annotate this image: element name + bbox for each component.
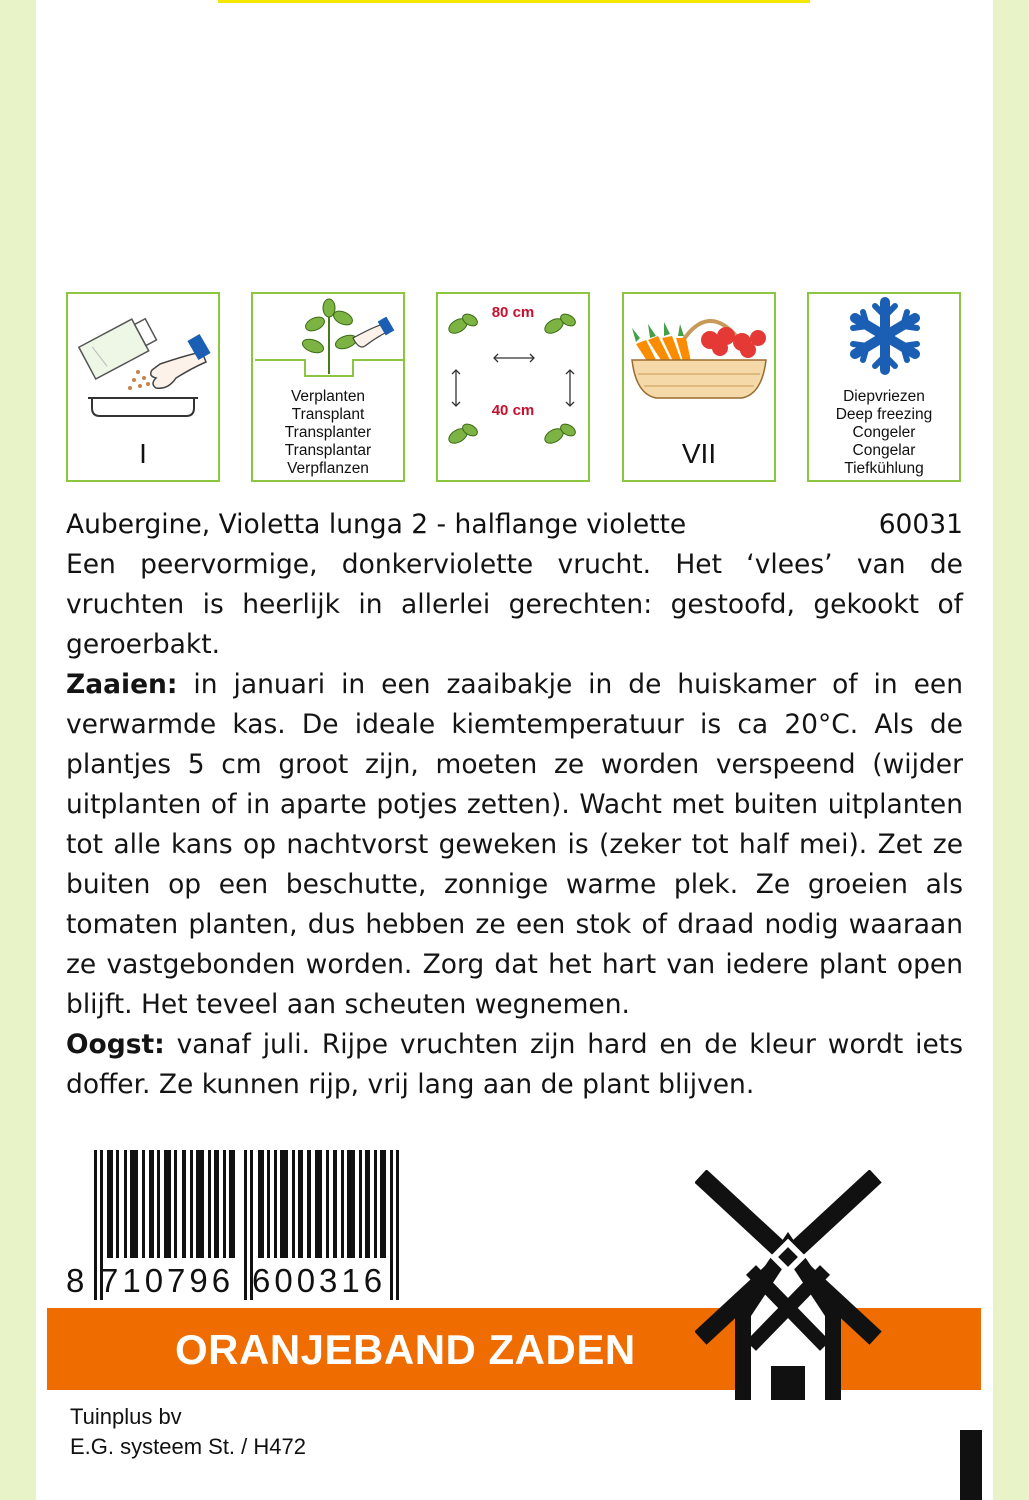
freezing-label-fr: Congeler (852, 424, 916, 441)
print-mark (960, 1430, 982, 1500)
sowing-month: I (139, 438, 147, 469)
transplant-label-de: Verpflanzen (287, 460, 369, 477)
barcode-left-digits: 710796 (100, 1262, 235, 1299)
transplant-label-en: Transplant (291, 406, 365, 423)
description-block (66, 545, 963, 1105)
windmill-logo-icon (695, 1170, 885, 1410)
transplant-label-es: Transplantar (284, 442, 372, 459)
harvest-text: vanaf juli. Rijpe vruchten zijn hard en de kleur wordt iets doffer. Ze kunnen rijp, vrij lang aan de plant blijven. (66, 1029, 963, 1100)
left-border-stripe (0, 0, 36, 1500)
spacing-icon (438, 294, 588, 480)
harvest-icon-box (622, 292, 776, 482)
company-name: Tuinplus bv (70, 1404, 182, 1429)
harvest-month: VII (681, 438, 717, 469)
transplant-icon-box (251, 292, 405, 482)
product-title: Aubergine, Violetta lunga 2 - halflange violette (66, 509, 687, 540)
plant-distance-label: 40 cm (491, 402, 535, 419)
transplant-labels (253, 388, 403, 478)
right-border-stripe (993, 0, 1029, 1500)
harvest-label: Oogst: (66, 1029, 165, 1060)
brand-name: ORANJEBAND ZADEN (175, 1326, 636, 1373)
barcode-right-digits: 600316 (252, 1262, 387, 1299)
barcode-first-digit: 8 (66, 1262, 85, 1299)
spacing-icon-box (436, 292, 590, 482)
freezing-label-de: Tiefkühlung (844, 460, 924, 477)
sowing-icon-box (66, 292, 220, 482)
freezing-label-nl: Diepvriezen (843, 388, 925, 405)
freezing-icon-box (807, 292, 961, 482)
transplant-label-nl: Verplanten (290, 388, 366, 405)
sowing-text: in januari in een zaaibakje in de huiskamer of in een verwarmde kas. De ideale kiemtemperatuur is ca 20°C. Als de plantjes 5 cm groot zijn, moeten ze worden verspeend (wijder uitplanten of in aparte potjes zetten). Wacht met buiten uitplanten tot alle kans op nachtvorst geweken is (zeker tot half mei). Zet ze buiten op een beschutte, zonnige warme plek. Ze groeien als tomaten planten, dus hebben ze een stok of draad nodig waaraan ze vastgebonden worden. Zorg dat het hart van iedere plant open blijft. Het teveel aan scheuten wegnemen. (66, 669, 963, 1020)
row-distance-label: 80 cm (491, 304, 535, 321)
certification-text: E.G. systeem St. / H472 (70, 1434, 306, 1459)
transplant-label-fr: Transplanter (284, 424, 372, 441)
product-code: 60031 (878, 509, 963, 540)
product-description: Een peervormige, donkerviolette vrucht. Het ‘vlees’ van de vruchten is heerlijk in allerlei gerechten: gestoofd, gekookt of geroerbakt. (66, 549, 963, 660)
sowing-label: Zaaien: (66, 669, 178, 700)
top-accent-bar (218, 0, 810, 3)
freezing-label-es: Congelar (852, 442, 916, 459)
sowing-paragraph (66, 665, 963, 1025)
freezing-label-en: Deep freezing (835, 406, 933, 423)
product-title-row (66, 505, 963, 545)
freezing-labels (809, 388, 959, 478)
harvest-paragraph (66, 1025, 963, 1105)
